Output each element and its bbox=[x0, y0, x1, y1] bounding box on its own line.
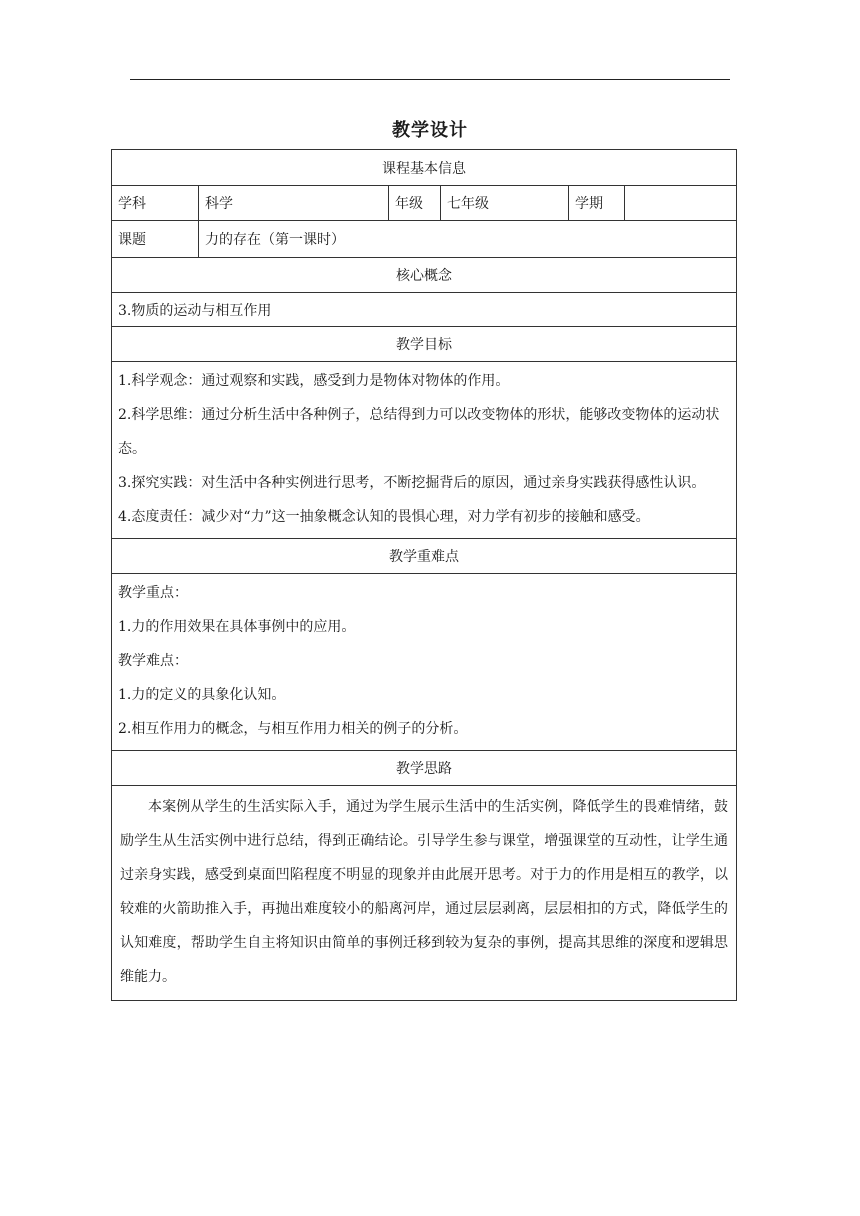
topic-value: 力的存在（第一课时） bbox=[198, 221, 736, 257]
approach-header: 教学思路 bbox=[112, 750, 736, 785]
objectives-list bbox=[112, 361, 736, 538]
basic-info-row bbox=[112, 185, 736, 220]
objective-item: 4.态度责任：减少对“力”这一抽象概念认知的畏惧心理，对力学有初步的接触和感受。 bbox=[118, 509, 650, 525]
objective-item: 2.科学思维：通过分析生活中各种例子，总结得到力可以改变物体的形状，能够改变物体的运动状态。 bbox=[118, 407, 720, 457]
term-value bbox=[624, 186, 736, 220]
key-points-header: 教学重难点 bbox=[112, 538, 736, 573]
key-points-list bbox=[112, 573, 736, 750]
difficult-label: 教学难点： bbox=[118, 653, 188, 669]
lesson-table bbox=[111, 149, 737, 1001]
top-rule bbox=[130, 79, 730, 80]
subject-value: 科学 bbox=[198, 186, 388, 220]
difficult-item: 1.力的定义的具象化认知。 bbox=[118, 687, 286, 703]
topic-row bbox=[112, 220, 736, 257]
grade-value: 七年级 bbox=[440, 186, 568, 220]
key-label: 教学重点： bbox=[118, 585, 188, 601]
key-item: 1.力的作用效果在具体事例中的应用。 bbox=[118, 619, 356, 635]
core-concept-header: 核心概念 bbox=[112, 257, 736, 292]
document-title: 教学设计 bbox=[392, 120, 468, 141]
objectives-header: 教学目标 bbox=[112, 326, 736, 361]
grade-label: 年级 bbox=[388, 186, 440, 220]
term-label: 学期 bbox=[568, 186, 624, 220]
core-concept-text: 3.物质的运动与相互作用 bbox=[112, 292, 736, 326]
subject-label: 学科 bbox=[118, 196, 146, 212]
basic-info-header: 课程基本信息 bbox=[382, 160, 466, 177]
approach-text: 本案例从学生的生活实际入手，通过为学生展示生活中的生活实例，降低学生的畏难情绪，鼓励学生从生活实例中进行总结，得到正确结论。引导学生参与课堂，增强课堂的互动性，让学生通过亲身实践，感受到桌面凹陷程度不明显的现象并由此展开思考。对于力的作用是相互的教学，以较难的火箭助推入手，再抛出难度较小的船离河岸，通过层层剥离，层层相扣的方式，降低学生的认知难度，帮助学生自主将知识由简单的事例迁移到较为复杂的事例，提高其思维的深度和逻辑思维能力。 bbox=[112, 785, 736, 1000]
topic-label: 课题 bbox=[118, 232, 146, 248]
objective-item: 1.科学观念：通过观察和实践，感受到力是物体对物体的作用。 bbox=[118, 373, 510, 389]
difficult-item: 2.相互作用力的概念，与相互作用力相关的例子的分析。 bbox=[118, 721, 468, 737]
objective-item: 3.探究实践：对生活中各种实例进行思考，不断挖掘背后的原因，通过亲身实践获得感性认识。 bbox=[118, 475, 706, 491]
